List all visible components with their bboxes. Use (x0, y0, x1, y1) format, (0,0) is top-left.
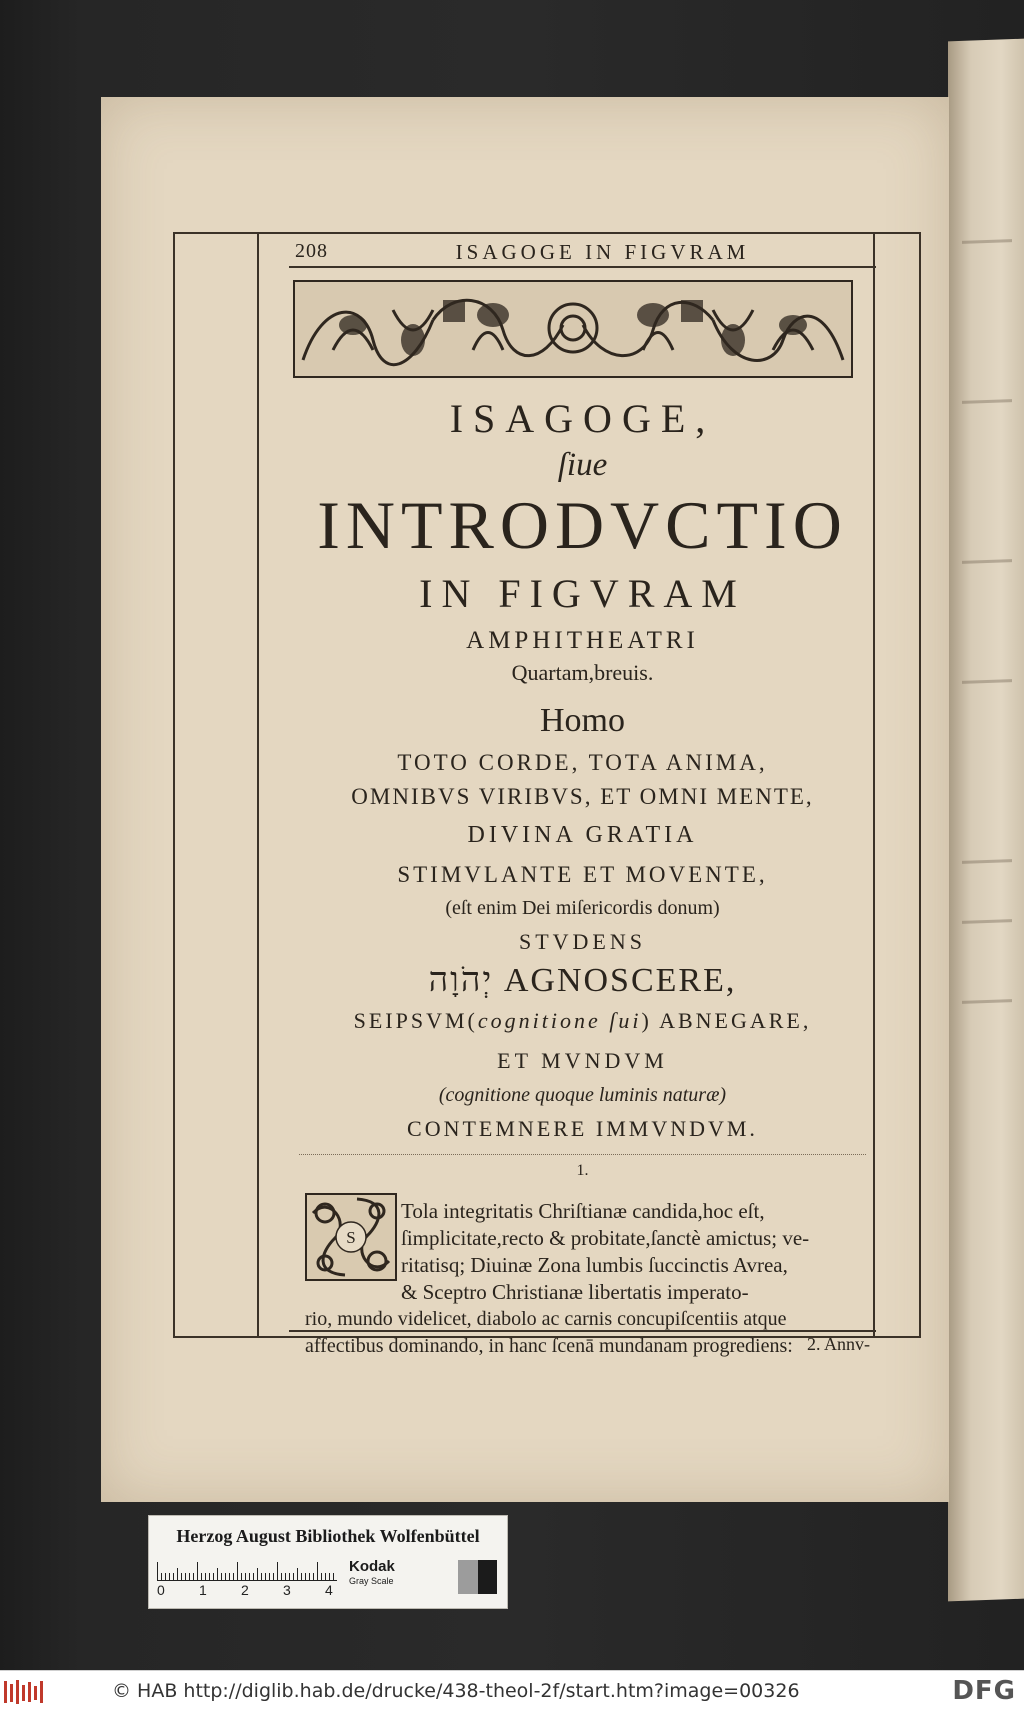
ruler-tick (269, 1573, 270, 1580)
ruler-tick (257, 1568, 258, 1580)
adjacent-page-edge (948, 39, 1024, 1602)
footer-bar (0, 1670, 1024, 1712)
page-foot (289, 1330, 876, 1360)
gray-scale-strip (439, 1560, 497, 1594)
library-color-card (148, 1515, 508, 1609)
scale-ruler (157, 1560, 337, 1581)
ruler-tick (201, 1573, 202, 1580)
ruler-tick (205, 1573, 206, 1580)
ruler-tick (185, 1573, 186, 1580)
ruler-tick (281, 1573, 282, 1580)
ruler-tick (277, 1562, 278, 1580)
running-title: ISAGOGE IN FIGVRAM (455, 240, 750, 264)
ruler-tick (177, 1568, 178, 1580)
title-studens: STVDENS (518, 929, 646, 954)
ruler-tick (317, 1562, 318, 1580)
ruler-tick (221, 1573, 222, 1580)
paragraph-line: Tola integritatis Chriſtianæ candida,hoc eſt, (401, 1199, 765, 1223)
scale-number: 1 (199, 1582, 207, 1598)
title-stimulante: STIMVLANTE ET MOVENTE, (397, 862, 768, 887)
ruler-tick (333, 1573, 334, 1580)
seipsum-prefix: SEIPSVM( (353, 1008, 478, 1033)
title-homo: Homo (540, 702, 625, 739)
book-page (101, 97, 949, 1502)
ruler-tick (157, 1562, 158, 1580)
seipsum-suffix: ) ABNEGARE, (641, 1008, 812, 1033)
title-est-enim: (eſt enim Dei miſericordis donum) (445, 897, 720, 919)
ruler-tick (249, 1573, 250, 1580)
scale-number: 3 (283, 1582, 291, 1598)
ruler-tick (273, 1573, 274, 1580)
title-seipsum (289, 1008, 876, 1034)
initial-letter-glyph: S (346, 1228, 356, 1247)
running-head (289, 232, 876, 268)
ruler-tick (253, 1573, 254, 1580)
title-contemnere: CONTEMNERE IMMVNDVM. (407, 1116, 758, 1141)
decorated-initial-letter (305, 1193, 397, 1281)
ruler-tick (329, 1573, 330, 1580)
ruler-tick (289, 1573, 290, 1580)
paragraph-line: ritatisq; Diuinæ Zona lumbis ſuccinctis Avrea, (401, 1253, 788, 1277)
ornamental-headpiece (293, 280, 853, 378)
library-name: Herzog August Bibliothek Wolfenbüttel (176, 1526, 480, 1546)
title-amphitheatri: AMPHITHEATRI (466, 627, 699, 654)
ruler-tick (241, 1573, 242, 1580)
title-omnibus-viribus: OMNIBVS VIRIBVS, ET OMNI MENTE, (351, 784, 814, 809)
paragraph-line: rio, mundo videlicet, diabolo ac carnis concupiſcentiis atque (305, 1308, 787, 1330)
barcode-icon (4, 1679, 48, 1705)
paragraph-line: & Sceptro Christianæ libertatis imperato- (401, 1280, 749, 1304)
scale-number: 2 (241, 1582, 249, 1598)
ruler-tick (181, 1573, 182, 1580)
ruler-tick (169, 1573, 170, 1580)
ruler-tick (225, 1573, 226, 1580)
title-divina-gratia: DIVINA GRATIA (467, 822, 698, 848)
section-number: 1. (576, 1162, 589, 1179)
scale-number: 4 (325, 1582, 333, 1598)
title-in-figuram: IN FIGVRAM (419, 571, 746, 616)
ruler-tick (213, 1573, 214, 1580)
ruler-tick (237, 1562, 238, 1580)
title-et-mundum: ET MVNDVM (497, 1048, 668, 1073)
ruler-tick (285, 1573, 286, 1580)
title-siue: ſiue (557, 447, 608, 483)
ruler-tick (309, 1573, 310, 1580)
title-agnoscere: יְהֹוָה AGNOSCERE, (428, 962, 737, 999)
copyright-link[interactable]: © HAB http://diglib.hab.de/drucke/438-theol-2f/start.htm?image=00326 (112, 1680, 800, 1702)
seipsum-italic: cognitione ſui (477, 1008, 642, 1033)
ruler-tick (209, 1573, 210, 1580)
ruler-tick (229, 1573, 230, 1580)
paragraph-line: affectibus dominando, in hanc ſcenā mundanam progrediens: (305, 1335, 793, 1357)
ruler-tick (197, 1562, 198, 1580)
bottom-rule (289, 1330, 876, 1332)
title-cognitione-quoque: (cognitione quoque luminis naturæ) (438, 1084, 727, 1106)
title-introductio: INTRODVCTIO (317, 487, 848, 563)
ruler-tick (193, 1573, 194, 1580)
catchword: 2. Annv- (807, 1334, 870, 1354)
ruler-tick (189, 1573, 190, 1580)
ruler-tick (173, 1573, 174, 1580)
ruler-tick (297, 1568, 298, 1580)
ruler-tick (245, 1573, 246, 1580)
ruler-tick (265, 1573, 266, 1580)
ruler-tick (325, 1573, 326, 1580)
ruler-tick (161, 1573, 162, 1580)
page-number: 208 (295, 240, 328, 262)
title-quartam: Quartam,breuis. (511, 660, 654, 685)
kodak-name: Kodak (349, 1558, 395, 1575)
ruler-tick (313, 1573, 314, 1580)
section-divider (299, 1154, 866, 1155)
title-toto-corde: TOTO CORDE, TOTA ANIMA, (397, 750, 768, 775)
paragraph-line: ſimplicitate,recto & probitate,ſanctè amictus; ve- (401, 1226, 810, 1250)
ruler-tick (301, 1573, 302, 1580)
ruler-tick (217, 1568, 218, 1580)
dfg-logo: DFG (952, 1676, 1016, 1706)
ruler-tick (305, 1573, 306, 1580)
scale-number: 0 (157, 1582, 165, 1598)
ruler-tick (293, 1573, 294, 1580)
title-isagoge: ISAGOGE, (449, 396, 716, 441)
ruler-tick (261, 1573, 262, 1580)
ruler-tick (233, 1573, 234, 1580)
kodak-brand (349, 1558, 395, 1586)
ruler-tick (165, 1573, 166, 1580)
ruler-tick (321, 1573, 322, 1580)
kodak-subtitle: Gray Scale (349, 1576, 394, 1586)
